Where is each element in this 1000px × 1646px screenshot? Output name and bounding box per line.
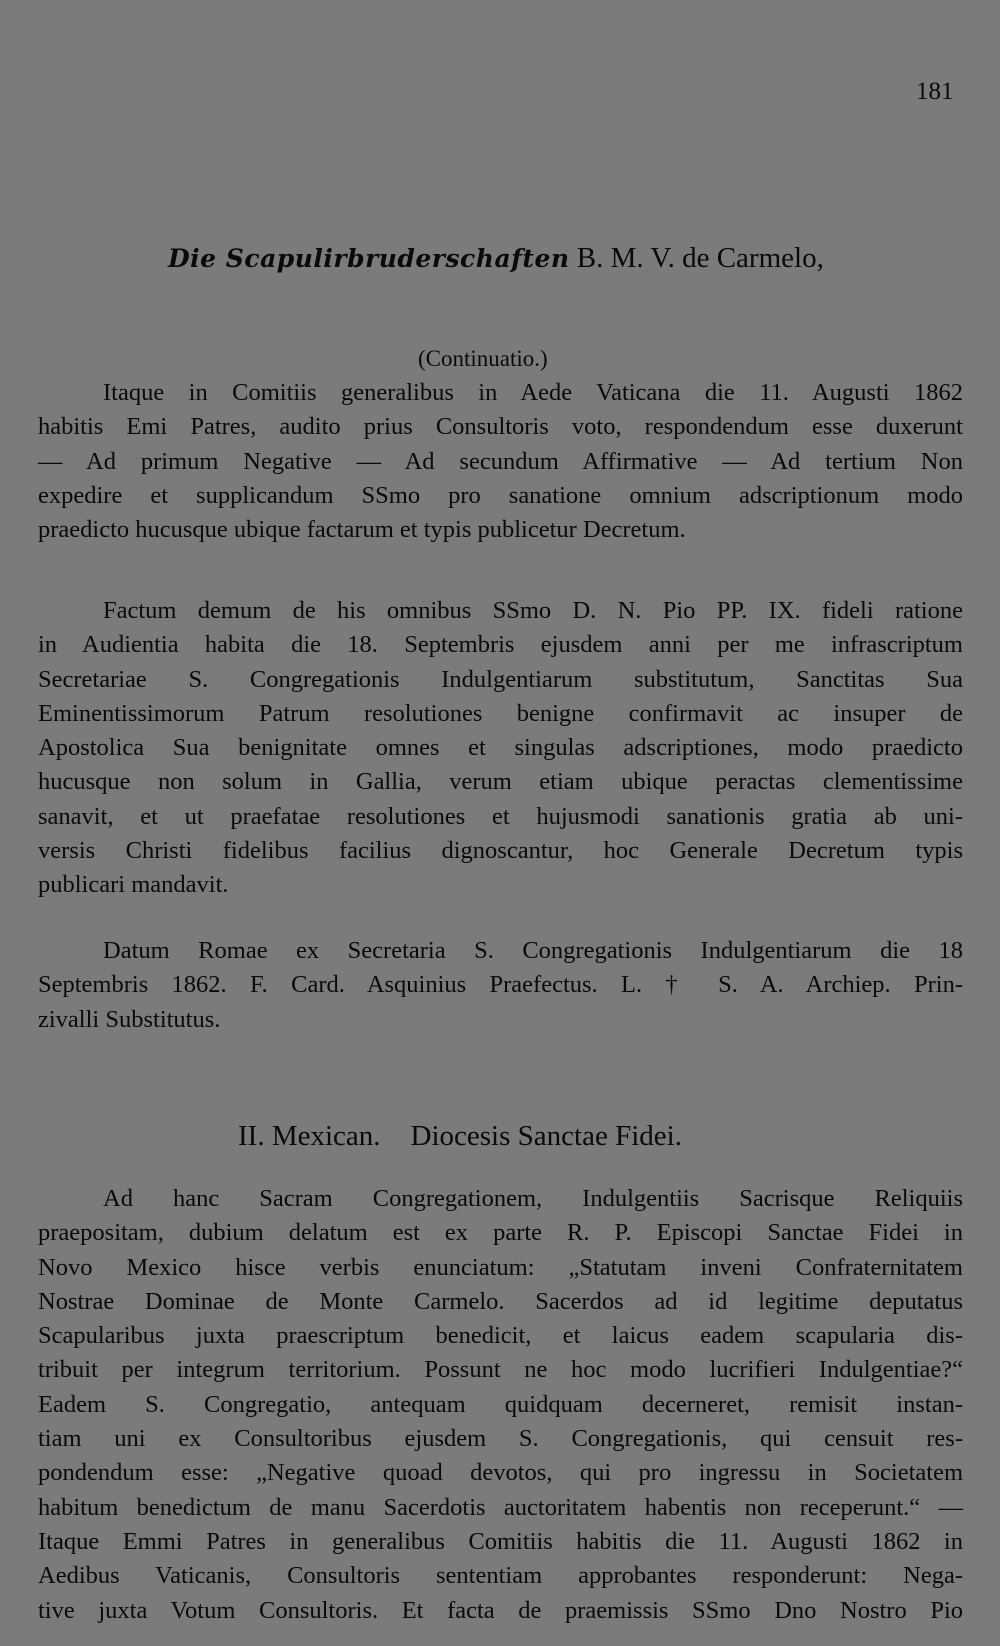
text-line: publicari mandavit. (38, 871, 229, 899)
text-line: tiam uni ex Consultoribus ejusdem S. Congregationis, qui censuit res- (38, 1425, 963, 1453)
text-line: Ad hanc Sacram Congregationem, Indulgentiis Sacrisque Reliquiis (103, 1185, 963, 1212)
text-line: Eminentissimorum Patrum resolutiones benigne confirmavit ac insuper de (38, 699, 963, 727)
text-line: — Ad primum Negative — Ad secundum Affirmative — Ad tertium Non (38, 447, 963, 475)
text-line: tive juxta Votum Consultoris. Et facta de praemissis SSmo Dno Nostro Pio (38, 1596, 963, 1624)
text-line: Septembris 1862. F. Card. Asquinius Praefectus. L. † S. A. Archiep. Prin- (38, 971, 963, 999)
text-line: habitum benedictum de manu Sacerdotis auctoritatem habentis non receperunt.“ — (38, 1493, 963, 1521)
text-line: Aedibus Vaticanis, Consultoris sententiam approbantes responderunt: Nega- (38, 1562, 963, 1590)
section-heading (238, 1120, 682, 1153)
title-latin: B. M. V. de Carmelo, (576, 242, 824, 274)
text-line: Novo Mexico hisce verbis enunciatum: „Statutam inveni Confraternitatem (38, 1253, 963, 1281)
text-line: Itaque in Comitiis generalibus in Aede Vaticana die 11. Augusti 1862 (103, 379, 963, 406)
text-line: Apostolica Sua benignitate omnes et singulas adscriptiones, modo praedicto (38, 734, 963, 762)
paragraph-4 (38, 1182, 963, 1628)
text-line: sanavit, et ut praefatae resolutiones et hujusmodi sanationis gratia ab uni- (38, 802, 963, 830)
page-title (168, 242, 928, 275)
text-line: tribuit per integrum territorium. Possunt ne hoc modo lucrifieri Indulgentiae?“ (38, 1356, 963, 1384)
text-line: Itaque Emmi Patres in generalibus Comitiis habitis die 11. Augusti 1862 in (38, 1527, 963, 1555)
paragraph-2 (38, 594, 963, 903)
text-line: Scapularibus juxta praescriptum benedicit, et laicus eadem scapularia dis- (38, 1322, 963, 1350)
paragraph-1 (38, 376, 963, 547)
text-line: Factum demum de his omnibus SSmo D. N. Pio PP. IX. fideli ratione (103, 597, 963, 624)
text-line: Datum Romae ex Secretaria S. Congregationis Indulgentiarum die 18 (103, 937, 963, 964)
section-title: Diocesis Sanctae Fidei. (410, 1120, 682, 1152)
text-line: hucusque non solum in Gallia, verum etiam ubique peractas clementissime (38, 768, 963, 796)
section-number: II. Mexican. (238, 1120, 381, 1152)
text-line: Nostrae Dominae de Monte Carmelo. Sacerdos ad id legitime deputatus (38, 1287, 963, 1315)
text-line: praedicto hucusque ubique factarum et typis publicetur Decretum. (38, 516, 686, 544)
text-line: in Audientia habita die 18. Septembris ejusdem anni per me infrascriptum (38, 631, 963, 659)
text-line: pondendum esse: „Negative quoad devotos, qui pro ingressu in Societatem (38, 1459, 963, 1487)
text-line: versis Christi fidelibus facilius dignoscantur, hoc Generale Decretum typis (38, 837, 963, 865)
text-line: habitis Emi Patres, audito prius Consultoris voto, respondendum esse duxerunt (38, 413, 963, 441)
text-line: expedire et supplicandum SSmo pro sanatione omnium adscriptionum modo (38, 481, 963, 509)
text-line: zivalli Substitutus. (38, 1005, 221, 1033)
paragraph-3 (38, 934, 963, 1037)
page-number: 181 (916, 78, 954, 105)
continuatio-label: (Continuatio.) (418, 346, 548, 371)
title-fraktur: Die Scapulirbruderschaften (168, 244, 570, 273)
text-line: praepositam, dubium delatum est ex parte R. P. Episcopi Sanctae Fidei in (38, 1219, 963, 1247)
text-line: Eadem S. Congregatio, antequam quidquam decerneret, remisit instan- (38, 1390, 963, 1418)
text-line: Secretariae S. Congregationis Indulgentiarum substitutum, Sanctitas Sua (38, 665, 963, 693)
